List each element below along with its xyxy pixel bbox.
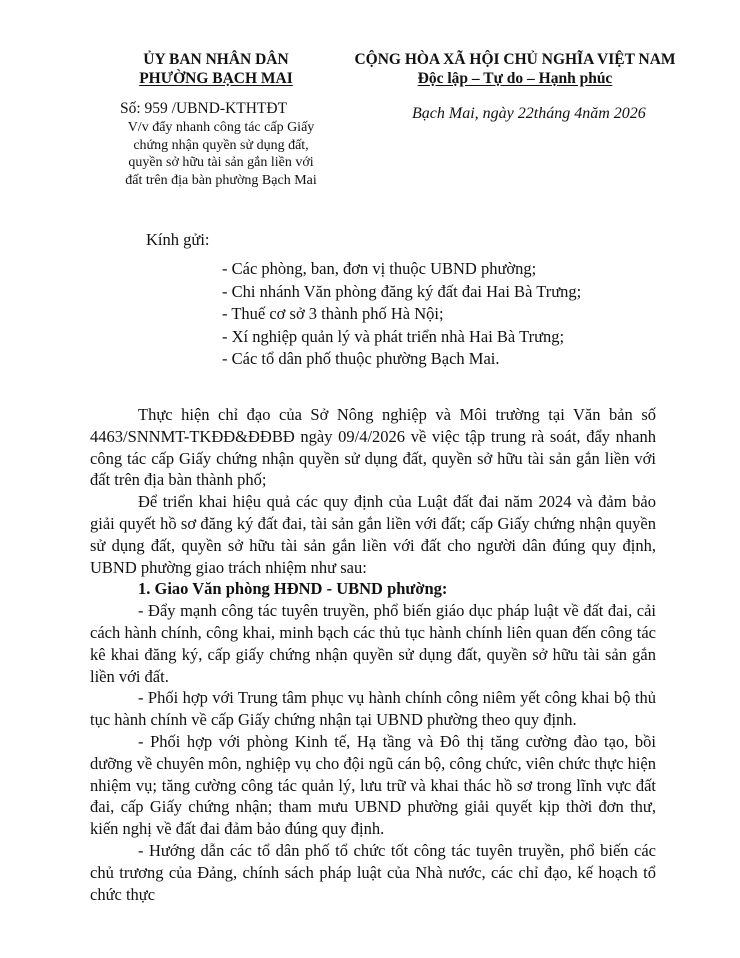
subject-line: V/v đẩy nhanh công tác cấp Giấy bbox=[127, 120, 315, 135]
date-month: 4 bbox=[574, 105, 583, 122]
recipient-item: - Các phòng, ban, đơn vị thuộc UBND phường; bbox=[222, 259, 537, 278]
recipient-item: - Các tổ dân phố thuộc phường Bạch Mai. bbox=[222, 349, 500, 368]
salutation: Kính gửi: bbox=[146, 230, 210, 249]
recipient-item: - Thuế cơ sở 3 thành phố Hà Nội; bbox=[222, 304, 444, 323]
national-header bbox=[330, 50, 700, 88]
issue-date bbox=[412, 105, 646, 123]
subject-line: đất trên địa bàn phường Bạch Mai bbox=[125, 172, 317, 188]
subject-line: quyền sở hữu tài sản gắn liền với bbox=[128, 155, 314, 170]
nation-title: CỘNG HÒA XÃ HỘI CHỦ NGHĨA VIỆT NAM bbox=[354, 51, 676, 68]
body-paragraph: Để triển khai hiệu quả các quy định của Luật đất đai năm 2024 và đảm bảo giải quyết hồ sơ đăng ký đất đai, tài sản gắn liền với đất; cấp Giấy chứng nhận quyền sử dụng đất, quyền sở hữu tài sản gắn liền với đất cho người dân đúng quy định, UBND phường giao trách nhiệm như sau: bbox=[90, 492, 656, 577]
body-paragraph: Thực hiện chỉ đạo của Sở Nông nghiệp và Môi trường tại Văn bản số 4463/SNNMT-TKĐĐ&ĐĐBĐ ngày 09/4/2026 về việc tập trung rà soát, đẩy nhanh công tác cấp Giấy chứng nhận quyền sử dụng đất, quyền sở hữu tài sản gắn liền với đất trên địa bàn thành phố; bbox=[90, 405, 656, 490]
nation-motto-text: Độc lập – Tự do – Hạnh phúc bbox=[417, 70, 613, 87]
agency-name-line1: ỦY BAN NHÂN DÂN bbox=[143, 51, 289, 68]
nation-motto bbox=[330, 69, 700, 88]
date-day: 22 bbox=[517, 105, 534, 122]
body-paragraph: - Phối hợp với Trung tâm phục vụ hành chính công niêm yết công khai bộ thủ tục hành chính về cấp Giấy chứng nhận tại UBND phường theo quy định. bbox=[90, 688, 656, 730]
recipient-item: - Chi nhánh Văn phòng đăng ký đất đai Hai Bà Trưng; bbox=[222, 281, 582, 301]
subject-line: chứng nhận quyền sử dụng đất, bbox=[133, 137, 309, 153]
date-month-word: tháng bbox=[533, 105, 571, 122]
section-heading: 1. Giao Văn phòng HĐND - UBND phường: bbox=[138, 579, 448, 599]
body-paragraph: - Đẩy mạnh công tác tuyên truyền, phổ biến giáo dục pháp luật về đất đai, cải cách hành chính, công khai, minh bạch các thủ tục hành chính liên quan đến công tác kê khai đăng ký, cấp giấy chứng nhận quyền sử dụng đất, quyền sở hữu tài sản gắn liền với đất. bbox=[90, 601, 656, 686]
recipient-item: - Xí nghiệp quản lý và phát triển nhà Hai Bà Trưng; bbox=[222, 326, 565, 346]
document-number: Số: 959 /UBND-KTHTĐT bbox=[120, 100, 288, 117]
date-place: Bạch Mai, ngày bbox=[412, 105, 514, 122]
document-subject bbox=[96, 119, 346, 189]
date-year: năm 2026 bbox=[582, 105, 646, 122]
issuing-agency bbox=[96, 50, 336, 88]
body-paragraph: - Phối hợp với phòng Kinh tế, Hạ tầng và Đô thị tăng cường đào tạo, bồi dưỡng về chuyên môn, nghiệp vụ cho đội ngũ cán bộ, công chức, viên chức thực hiện nhiệm vụ; tăng cường công tác quản lý, lưu trữ và khai thác hồ sơ trong lĩnh vực đất đai, cấp Giấy chứng nhận; tham mưu UBND phường giải quyết kịp thời đơn thư, kiến nghị về đất đai đảm bảo đúng quy định. bbox=[90, 731, 656, 839]
agency-name-line2-text: PHƯỜNG BẠCH MAI bbox=[139, 70, 293, 87]
agency-name-line2 bbox=[96, 69, 336, 88]
body-paragraph: - Hướng dẫn các tổ dân phố tổ chức tốt công tác tuyên truyền, phổ biến các chủ trương của Đảng, chính sách pháp luật của Nhà nước, các chỉ đạo, kế hoạch tổ chức thực bbox=[90, 840, 656, 904]
recipient-list bbox=[222, 258, 581, 371]
document-body bbox=[90, 404, 656, 905]
